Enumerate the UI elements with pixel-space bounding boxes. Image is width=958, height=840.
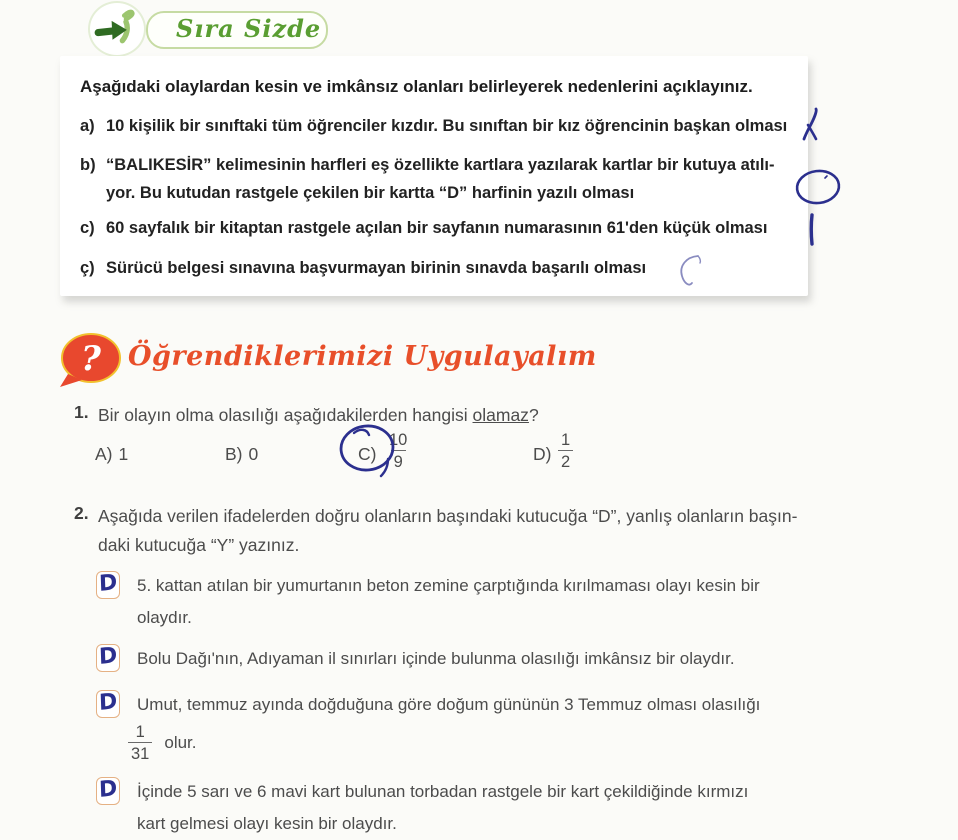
handwritten-oval [792,165,844,209]
fraction-denominator: 31 [128,742,152,764]
arrow-sprout-icon [90,3,144,55]
q2-item-1 [96,570,877,634]
fraction-numerator: 10 [389,431,408,449]
q1-option-d [533,444,557,465]
statement-text: olaydır. [137,608,192,627]
handwritten-check-mark [800,106,824,142]
option-label: D) [533,444,552,464]
statement-text: Umut, temmuz ayında doğduğuna göre doğum gününün 3 Temmuz olması olasılığı [137,695,761,714]
q1-number: 1. [74,402,89,422]
answer-box [96,644,120,672]
list-item-b [80,151,806,207]
option-value: 1 [118,444,129,464]
handwritten-circle-around-answer [336,421,402,479]
q2-item-4 [96,776,877,840]
item-label: c) [80,219,95,237]
sira-sizde-title: Sıra Sizde [176,14,322,43]
item-text: yor. Bu kutudan rastgele çekilen bir kartta “D” harfinin yazılı olması [106,184,635,202]
option-value: 0 [248,444,259,464]
item-text: “BALIKESİR” kelimesinin harfleri eş özellikte kartlara yazılarak kartlar bir kutuya atılı- [106,156,775,174]
answer-box [96,690,120,718]
item-label: a) [80,117,95,135]
item-text: Sürücü belgesi sınavına başvurmayan birinin sınavda başarılı olması [106,259,647,277]
item-text: 10 kişilik bir sınıftaki tüm öğrenciler kızdır. Bu sınıftan bir kız öğrencinin başkan olması [106,117,788,135]
q2-text [98,502,828,560]
statement-text: İçinde 5 sarı ve 6 mavi kart bulunan torbadan rastgele bir kart çekildiğinde kırmızı [137,782,749,801]
q1-option-a [95,444,128,465]
handwritten-answer: D [98,569,118,597]
item-label: ç) [80,259,95,277]
q2-item-3 [96,689,877,721]
statement-text: kart gelmesi olayı kesin bir olaydır. [137,814,397,833]
q2-item-3-fraction-line [128,722,197,764]
section-title: Öğrendiklerimizi Uygulayalım [128,341,597,372]
handwritten-vertical-stroke [806,212,818,248]
option-label: B) [225,444,243,464]
fraction-numerator: 1 [135,723,145,741]
answer-box [96,777,120,805]
q1-text [98,401,798,430]
q1-text-after: ? [528,405,539,425]
list-item-a [80,112,806,140]
item-label: b) [80,156,96,174]
statement-text: 5. kattan atılan bir yumurtanın beton zemine çarptığında kırılmaması olayı kesin bir [137,576,760,595]
handwritten-answer: D [98,642,118,670]
item-text: 60 sayfalık bir kitaptan rastgele açılan bir sayfanın numarasının 61'den küçük olması [106,219,768,237]
statement-suffix: olur. [164,733,197,752]
handwritten-answer: D [98,688,118,716]
q2-text-line1: Aşağıda verilen ifadelerden doğru olanların başındaki kutucuğa “D”, yanlış olanların başın- [98,506,798,526]
q1-text-before: Bir olayın olma olasılığı aşağıdakilerden hangisi [98,405,473,425]
question-bubble-icon [56,332,124,390]
option-label: C) [358,444,377,464]
list-item-c [80,214,806,242]
handwritten-faint-curve [674,252,708,296]
option-label: A) [95,444,113,464]
answer-box [96,571,120,599]
q2-item-2 [96,643,877,675]
q2-number: 2. [74,503,89,523]
sira-sizde-icon-circle [88,1,146,57]
sira-sizde-intro: Aşağıdaki olaylardan kesin ve imkânsız olanları belirleyerek nedenlerini açıklayınız. [80,77,753,96]
statement-text: Bolu Dağı'nın, Adıyaman il sınırları içinde bulunma olasılığı imkânsız bir olaydır. [137,649,735,668]
q1-option-b [225,444,258,465]
q1-option-d-fraction [558,430,573,472]
fraction-denominator: 9 [391,450,406,472]
fraction [128,722,152,764]
q1-underlined-word: olamaz [472,405,529,425]
fraction-numerator: 1 [561,431,571,449]
handwritten-answer: D [98,775,118,803]
q2-text-line2: daki kutucuğa “Y” yazınız. [98,535,300,555]
fraction-denominator: 2 [558,450,573,472]
svg-text:?: ? [81,339,101,379]
